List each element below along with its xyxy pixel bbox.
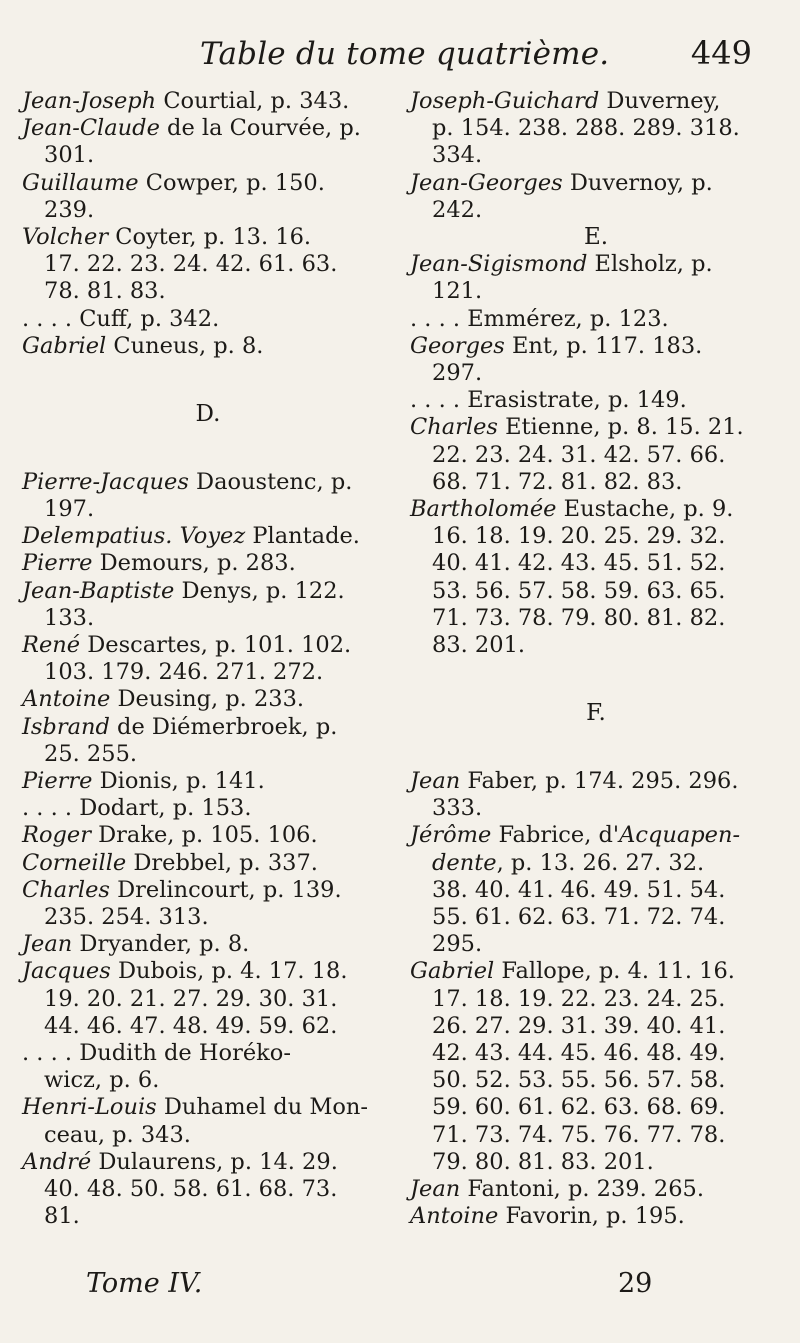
running-header — [0, 32, 800, 82]
entry-text: Etienne, p. 8. 15. 21. — [497, 414, 744, 441]
entry-first-line — [22, 1149, 338, 1175]
entry-first-line — [410, 768, 739, 794]
entry-first-line — [22, 333, 263, 359]
index-entry — [410, 414, 782, 496]
section-heading: D. — [195, 401, 221, 428]
entry-text: . . . . Erasistrate, p. 149. — [410, 387, 687, 414]
entry-continuation: 71. 73. 74. 75. 76. 77. 78. — [432, 1121, 726, 1148]
entry-text: Fabrice, d' — [491, 822, 620, 849]
given-name: Henri-Louis — [22, 1094, 157, 1121]
entry-first-line — [22, 822, 318, 848]
entry-continuation: 239. — [44, 196, 95, 223]
given-name: Jean-Sigismond — [410, 251, 588, 278]
given-name: Bartholomée — [410, 496, 557, 523]
entry-continuation: 242. — [432, 196, 483, 223]
index-entry — [22, 768, 394, 795]
entry-italic: Voyez — [179, 523, 246, 550]
given-name: Georges — [410, 332, 505, 359]
page-title: Table du tome quatrième. — [200, 36, 610, 72]
entry-continuation: 78. 81. 83. — [44, 278, 166, 305]
entry-first-line — [410, 387, 687, 413]
entry-continuation: p. 154. 238. 288. 289. 318. — [432, 115, 740, 142]
index-entry — [410, 333, 782, 387]
entry-continuation: 103. 179. 246. 271. 272. — [44, 659, 324, 686]
given-name: Charles — [22, 876, 110, 903]
entry-first-line — [22, 958, 348, 984]
given-name: Jean-Joseph — [22, 88, 157, 114]
given-name: Jean — [410, 768, 461, 795]
index-entry — [22, 958, 394, 1040]
entry-italic: Acquapen- — [619, 822, 741, 849]
entry-first-line — [410, 251, 713, 277]
signature-mark: 29 — [618, 1268, 653, 1299]
entry-text: . . . . Emmérez, p. 123. — [410, 305, 669, 332]
given-name: Joseph-Guichard — [410, 88, 600, 114]
given-name: Gabriel — [22, 332, 107, 359]
entry-text: Duvernoy, p. — [562, 169, 713, 196]
entry-continuation: 17. 18. 19. 22. 23. 24. 25. — [432, 985, 726, 1012]
entry-first-line — [410, 170, 713, 196]
entry-first-line — [410, 822, 740, 848]
given-name: Volcher — [22, 224, 109, 251]
given-name: André — [22, 1148, 92, 1175]
entry-continuation: 44. 46. 47. 48. 49. 59. 62. — [44, 1012, 338, 1039]
index-column-right — [410, 88, 782, 1230]
entry-continuation: 50. 52. 53. 55. 56. 57. 58. — [432, 1067, 726, 1094]
entry-first-line — [22, 578, 345, 604]
entry-first-line — [22, 686, 304, 712]
index-entry — [22, 306, 394, 333]
index-entry — [22, 877, 394, 931]
entry-first-line — [22, 877, 342, 903]
entry-text: Drelincourt, p. 139. — [109, 876, 342, 903]
entry-first-line — [410, 496, 733, 522]
given-name: Gabriel — [410, 958, 495, 985]
entry-continuation: 26. 27. 29. 31. 39. 40. 41. — [432, 1012, 726, 1039]
entry-text: Courtial, p. 343. — [156, 88, 350, 114]
entry-continuation: 40. 41. 42. 43. 45. 51. 52. — [432, 550, 726, 577]
entry-text: Drake, p. 105. 106. — [90, 822, 318, 849]
entry-text: . . . . Cuff, p. 342. — [22, 305, 220, 332]
entry-text: , p. 13. 26. 27. 32. — [496, 849, 705, 876]
entry-text: Eustache, p. 9. — [556, 496, 734, 523]
index-entry — [22, 578, 394, 632]
entry-text: Cowper, p. 150. — [138, 169, 325, 196]
entry-text: Faber, p. 174. 295. 296. — [460, 768, 739, 795]
entry-text: Dionis, p. 141. — [92, 768, 265, 795]
given-name: Jacques — [22, 958, 111, 985]
given-name: Jean — [410, 1176, 461, 1203]
section-heading: E. — [583, 224, 609, 251]
given-name: Guillaume — [22, 169, 139, 196]
entry-first-line — [22, 850, 318, 876]
given-name: Pierre-Jacques — [22, 468, 189, 495]
entry-continuation: 83. 201. — [432, 632, 526, 659]
entry-continuation: 71. 73. 78. 79. 80. 81. 82. — [432, 604, 726, 631]
index-entry — [22, 550, 394, 577]
entry-first-line — [410, 1203, 685, 1229]
entry-text: de la Courvée, p. — [159, 115, 361, 142]
entry-continuation: 197. — [44, 496, 95, 522]
index-column-left — [22, 88, 394, 1230]
entry-first-line — [410, 333, 702, 359]
section-heading: F. — [586, 700, 606, 727]
entry-text: Daoustenc, p. — [188, 468, 353, 495]
index-entry — [410, 387, 782, 414]
page-number: 449 — [690, 34, 752, 72]
entry-text: Drebbel, p. 337. — [126, 849, 318, 876]
index-entry — [410, 251, 782, 305]
entry-first-line — [22, 306, 219, 332]
volume-label: Tome IV. — [86, 1268, 203, 1299]
given-name: Isbrand — [22, 713, 110, 740]
entry-continuation: 25. 255. — [44, 740, 138, 767]
entry-continuation: 22. 23. 24. 31. 42. 57. 66. — [432, 441, 726, 468]
index-entry — [22, 1040, 394, 1094]
entry-first-line — [410, 414, 744, 440]
entry-first-line — [22, 224, 311, 250]
given-name: Jean-Georges — [410, 169, 563, 196]
entry-continuation: 333. — [432, 795, 483, 822]
index-entry — [410, 768, 782, 822]
entry-first-line — [22, 714, 337, 740]
entry-text: Cuneus, p. 8. — [106, 332, 264, 359]
entry-continuation: 42. 43. 44. 45. 46. 48. 49. — [432, 1040, 726, 1067]
entry-text: Fallope, p. 4. 11. 16. — [494, 958, 735, 985]
entry-text: Coyter, p. 13. 16. — [108, 224, 312, 251]
entry-text: Deusing, p. 233. — [110, 686, 305, 713]
entry-first-line — [22, 931, 249, 957]
entry-text: Denys, p. 122. — [174, 577, 345, 604]
entry-first-line — [22, 170, 325, 196]
index-entry — [410, 496, 782, 659]
given-name: Antoine — [22, 686, 111, 713]
entry-first-line — [22, 1094, 368, 1120]
given-name: Jean — [22, 931, 73, 958]
entry-first-line — [22, 632, 351, 658]
entry-continuation: 68. 71. 72. 81. 82. 83. — [432, 468, 683, 495]
index-entry — [22, 333, 394, 360]
given-name: Antoine — [410, 1203, 499, 1230]
entry-text: Dubois, p. 4. 17. 18. — [110, 958, 348, 985]
given-name: Pierre — [22, 768, 93, 795]
entry-text: de Diémerbroek, p. — [109, 713, 338, 740]
given-name: Jean-Baptiste — [22, 577, 175, 604]
entry-continuation: 235. 254. 313. — [44, 904, 209, 931]
given-name: Pierre — [22, 550, 93, 577]
index-entry — [410, 822, 782, 958]
index-entry — [22, 224, 394, 306]
entry-continuation: 295. — [432, 931, 483, 958]
entry-first-line — [22, 88, 349, 114]
entry-continuation: 59. 60. 61. 62. 63. 68. 69. — [432, 1094, 726, 1121]
entry-continuation: 53. 56. 57. 58. 59. 63. 65. — [432, 577, 726, 604]
entry-text: Dryander, p. 8. — [72, 931, 250, 958]
entry-first-line — [22, 550, 296, 576]
entry-continuation: 297. — [432, 360, 483, 387]
index-entry — [22, 714, 394, 768]
given-name: René — [22, 632, 81, 659]
entry-text: Plantade. — [245, 523, 360, 550]
given-name: Jean-Claude — [22, 115, 160, 142]
index-entry — [22, 115, 394, 169]
entry-continuation: 81. — [44, 1203, 80, 1230]
entry-first-line — [22, 469, 352, 495]
given-name: Corneille — [22, 849, 127, 876]
index-entry — [22, 469, 394, 523]
entry-continuation: 55. 61. 62. 63. 71. 72. 74. — [432, 904, 726, 931]
index-entry — [22, 170, 394, 224]
spacer — [22, 360, 394, 387]
given-name: Delempatius. — [22, 523, 173, 550]
entry-continuation: 19. 20. 21. 27. 29. 30. 31. — [44, 985, 338, 1012]
entry-continuation: 17. 22. 23. 24. 42. 61. 63. — [44, 251, 338, 278]
spacer — [410, 741, 782, 768]
entry-text: . . . . Dudith de Horéko- — [22, 1040, 291, 1067]
entry-first-line — [22, 1040, 291, 1066]
entry-continuation: 334. — [432, 142, 483, 169]
entry-first-line — [410, 1176, 704, 1202]
index-entry — [22, 632, 394, 686]
entry-text: Demours, p. 283. — [92, 550, 296, 577]
entry-text: Dulaurens, p. 14. 29. — [91, 1148, 338, 1175]
index-entry — [22, 523, 394, 550]
index-entry — [22, 1094, 394, 1148]
index-entry — [22, 1149, 394, 1231]
entry-italic: dente — [432, 849, 497, 876]
entry-continuation: 121. — [432, 278, 483, 305]
index-entry — [22, 850, 394, 877]
given-name: Roger — [22, 822, 91, 849]
entry-first-line — [22, 768, 265, 794]
given-name: Jérôme — [410, 822, 492, 849]
entry-continuation: 79. 80. 81. 83. 201. — [432, 1148, 654, 1175]
index-entry — [410, 306, 782, 333]
entry-continuation: 301. — [44, 142, 95, 169]
entry-first-line — [410, 306, 669, 332]
spacer — [410, 659, 782, 686]
entry-first-line — [410, 958, 735, 984]
entry-text: Favorin, p. 195. — [498, 1203, 685, 1230]
index-entry — [22, 931, 394, 958]
entry-text: Descartes, p. 101. 102. — [80, 632, 352, 659]
entry-continuation: 133. — [44, 604, 95, 631]
index-entry — [22, 822, 394, 849]
entry-continuation: 16. 18. 19. 20. 25. 29. 32. — [432, 523, 726, 550]
entry-text: Duhamel du Mon- — [156, 1094, 369, 1121]
entry-text: Duverney, — [599, 88, 721, 114]
entry-continuation — [410, 850, 782, 877]
entry-first-line — [22, 115, 361, 141]
entry-continuation: 40. 48. 50. 58. 61. 68. 73. — [44, 1176, 338, 1203]
index-entry — [410, 1203, 782, 1230]
entry-continuation: wicz, p. 6. — [44, 1067, 160, 1094]
index-entry — [410, 1176, 782, 1203]
index-entry — [22, 795, 394, 822]
entry-first-line — [22, 523, 360, 549]
entry-continuation: ceau, p. 343. — [44, 1121, 191, 1148]
entry-first-line — [22, 795, 252, 821]
index-entry — [410, 958, 782, 1176]
index-entry — [22, 88, 394, 115]
entry-text: . . . . Dodart, p. 153. — [22, 795, 252, 822]
entry-text — [172, 523, 179, 549]
entry-text: Elsholz, p. — [587, 251, 713, 278]
index-entry — [22, 686, 394, 713]
entry-text: Ent, p. 117. 183. — [504, 332, 703, 359]
index-entry — [410, 88, 782, 170]
entry-first-line — [410, 88, 720, 114]
given-name: Charles — [410, 414, 498, 441]
page-footer — [0, 1268, 800, 1308]
entry-continuation: 38. 40. 41. 46. 49. 51. 54. — [432, 876, 726, 903]
entry-text: Fantoni, p. 239. 265. — [460, 1176, 705, 1203]
index-entry — [410, 170, 782, 224]
spacer — [22, 442, 394, 469]
